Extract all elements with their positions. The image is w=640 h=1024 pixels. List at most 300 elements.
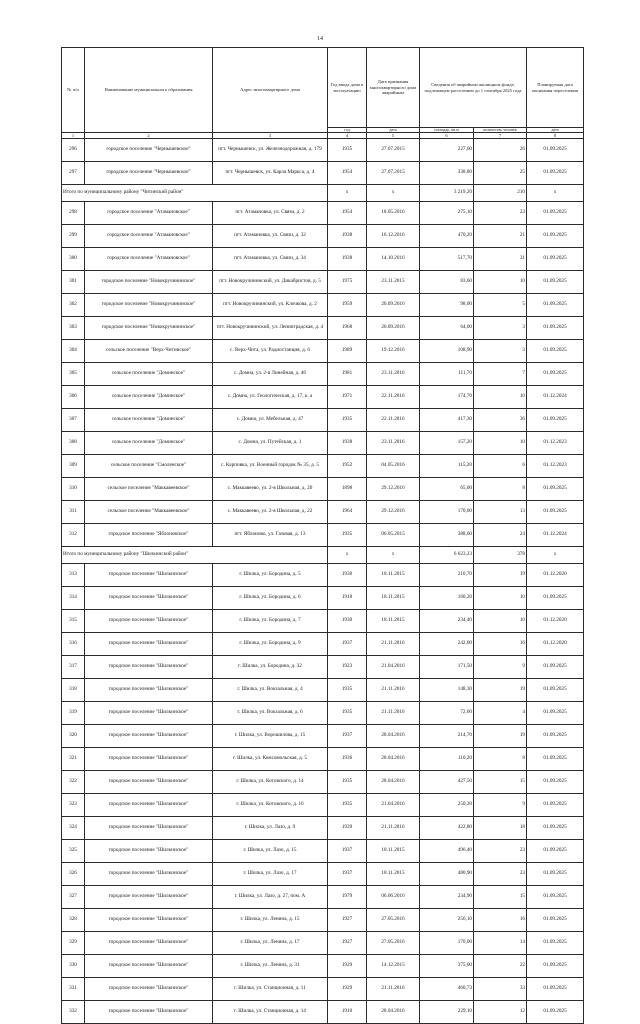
header-address: Адрес многоквартирного дома xyxy=(213,48,328,133)
year-cell: 1938 xyxy=(328,225,367,248)
year-cell: 1935 xyxy=(328,139,367,162)
address-cell: г. Шилка, ул. Ленина, д. 17 xyxy=(213,932,328,955)
row-number: 300 xyxy=(62,248,85,271)
people-cell: 33 xyxy=(474,978,527,1001)
table-row xyxy=(62,863,584,886)
recognition-date-cell: 21.11.2016 xyxy=(367,817,420,840)
subheader-area: площадь, кв.м xyxy=(420,128,474,133)
recognition-date-cell: 29.12.2016 xyxy=(367,501,420,524)
municipality-cell: городское поселение "Шилкинское" xyxy=(85,633,213,656)
people-cell: 23 xyxy=(474,840,527,863)
planned-date-cell: 01.12.2024 xyxy=(527,524,584,547)
address-cell: г. Шилка, ул. Котовского, д. 14 xyxy=(213,771,328,794)
column-number-6: 6 xyxy=(420,133,474,139)
municipality-cell: сельское поселение "Маккавеевское" xyxy=(85,478,213,501)
recognition-date-cell: 04.05.2016 xyxy=(367,455,420,478)
planned-date-cell: 01.09.2025 xyxy=(527,1001,584,1024)
table-row xyxy=(62,455,584,478)
year-cell: 1930 xyxy=(328,610,367,633)
people-cell: 10 xyxy=(474,386,527,409)
people-cell: 23 xyxy=(474,202,527,225)
planned-date-cell: 01.12.2020 xyxy=(527,610,584,633)
table-row xyxy=(62,524,584,547)
people-cell: 7 xyxy=(474,363,527,386)
table-row xyxy=(62,725,584,748)
recognition-date-cell: 28.04.2016 xyxy=(367,725,420,748)
municipality-cell: городское поселение "Чернышевское" xyxy=(85,162,213,185)
row-number: 319 xyxy=(62,702,85,725)
year-cell: 1936 xyxy=(328,748,367,771)
area-cell: 65,00 xyxy=(420,478,474,501)
planned-date-cell: 01.12.2023 xyxy=(527,432,584,455)
planned-date-cell: 01.09.2025 xyxy=(527,501,584,524)
municipality-cell: сельское поселение "Верх-Читинское" xyxy=(85,340,213,363)
planned-date-cell: 01.09.2025 xyxy=(527,863,584,886)
recognition-date-cell: 27.07.2015 xyxy=(367,139,420,162)
header-year: Год ввода дома в эксплуатацию xyxy=(328,48,367,128)
page-number: 14 xyxy=(317,36,323,42)
row-number: 326 xyxy=(62,863,85,886)
people-cell: 18 xyxy=(474,817,527,840)
year-cell: 1938 xyxy=(328,432,367,455)
planned-date-cell: 01.09.2025 xyxy=(527,139,584,162)
planned-date-cell: 01.09.2025 xyxy=(527,794,584,817)
area-cell: 148,30 xyxy=(420,679,474,702)
table-row xyxy=(62,564,584,587)
municipality-cell: городское поселение "Шилкинское" xyxy=(85,817,213,840)
row-number: 299 xyxy=(62,225,85,248)
table-row xyxy=(62,610,584,633)
housing-table xyxy=(61,47,584,1024)
people-cell: 5 xyxy=(474,294,527,317)
planned-date-cell: 01.09.2025 xyxy=(527,294,584,317)
recognition-date-cell: 14.10.2016 xyxy=(367,248,420,271)
planned-date-cell: 01.09.2025 xyxy=(527,656,584,679)
people-cell: 9 xyxy=(474,656,527,679)
row-number: 314 xyxy=(62,587,85,610)
year-cell: 1989 xyxy=(328,340,367,363)
area-cell: 214,70 xyxy=(420,725,474,748)
area-cell: 115,20 xyxy=(420,455,474,478)
table-row xyxy=(62,202,584,225)
table-row xyxy=(62,386,584,409)
recognition-date-cell: 18.11.2015 xyxy=(367,610,420,633)
year-cell: 1935 xyxy=(328,679,367,702)
planned-date-cell: 01.09.2025 xyxy=(527,978,584,1001)
table-row xyxy=(62,478,584,501)
municipality-cell: городское поселение "Шилкинское" xyxy=(85,702,213,725)
row-number: 311 xyxy=(62,501,85,524)
year-cell: 1964 xyxy=(328,501,367,524)
row-number: 320 xyxy=(62,725,85,748)
recognition-date-cell: 28.04.2016 xyxy=(367,771,420,794)
people-cell: 19 xyxy=(474,564,527,587)
table-row xyxy=(62,955,584,978)
area-cell: 422,80 xyxy=(420,817,474,840)
address-cell: с. Домна, ул. Мебельная, д. 47 xyxy=(213,409,328,432)
subheader-date: дата xyxy=(367,128,420,133)
total-people: 378 xyxy=(474,547,527,564)
address-cell: г. Шилка, ул. Ленина, д. 31 xyxy=(213,955,328,978)
area-cell: 375,00 xyxy=(420,955,474,978)
row-number: 305 xyxy=(62,363,85,386)
area-cell: 160,20 xyxy=(420,587,474,610)
people-cell: 25 xyxy=(474,162,527,185)
row-number: 322 xyxy=(62,771,85,794)
table-row xyxy=(62,840,584,863)
total-date: x xyxy=(367,185,420,202)
municipality-cell: городское поселение "Новокручининское" xyxy=(85,271,213,294)
planned-date-cell: 01.12.2023 xyxy=(527,455,584,478)
year-cell: 1937 xyxy=(328,840,367,863)
year-cell: 1927 xyxy=(328,909,367,932)
municipality-cell: городское поселение "Шилкинское" xyxy=(85,564,213,587)
recognition-date-cell: 14.12.2015 xyxy=(367,955,420,978)
municipality-cell: городское поселение "Атамановское" xyxy=(85,202,213,225)
recognition-date-cell: 21.11.2016 xyxy=(367,978,420,1001)
year-cell: 1979 xyxy=(328,886,367,909)
row-number: 310 xyxy=(62,478,85,501)
address-cell: с. Карповка, ул. Военный городок № 35, д. 5 xyxy=(213,455,328,478)
municipality-cell: городское поселение "Шилкинское" xyxy=(85,863,213,886)
table-row xyxy=(62,409,584,432)
area-cell: 98,00 xyxy=(420,294,474,317)
people-cell: 8 xyxy=(474,478,527,501)
area-cell: 417,30 xyxy=(420,409,474,432)
address-cell: г. Шилка, ул. Бородина, д. 6 xyxy=(213,587,328,610)
municipality-cell: городское поселение "Шилкинское" xyxy=(85,656,213,679)
address-cell: г. Шилка, ул. Вокзальная, д. 6 xyxy=(213,702,328,725)
total-label: Итого по муниципальному району "Шилкинский район" xyxy=(62,547,328,564)
table-row xyxy=(62,340,584,363)
year-cell: 1923 xyxy=(328,656,367,679)
planned-date-cell: 01.12.2024 xyxy=(527,386,584,409)
municipality-cell: сельское поселение "Доминское" xyxy=(85,409,213,432)
year-cell: 1954 xyxy=(328,162,367,185)
recognition-date-cell: 27.05.2016 xyxy=(367,909,420,932)
year-cell: 1935 xyxy=(328,771,367,794)
row-number: 297 xyxy=(62,162,85,185)
planned-date-cell: 01.12.2020 xyxy=(527,564,584,587)
people-cell: 31 xyxy=(474,248,527,271)
row-number: 317 xyxy=(62,656,85,679)
total-label: Итого по муниципальному району "Читинский район" xyxy=(62,185,328,202)
row-number: 327 xyxy=(62,886,85,909)
municipality-cell: городское поселение "Шилкинское" xyxy=(85,840,213,863)
people-cell: 23 xyxy=(474,863,527,886)
address-cell: пгт. Новокручининский, ул. Дикабристов, д. 5 xyxy=(213,271,328,294)
year-cell: 1981 xyxy=(328,363,367,386)
area-cell: 275,10 xyxy=(420,202,474,225)
address-cell: г. Шилка, ул. Ворошилова, д. 15 xyxy=(213,725,328,748)
address-cell: пгт. Чернышевск, ул. Железнодорожная, д. 179 xyxy=(213,139,328,162)
municipality-cell: городское поселение "Чернышевское" xyxy=(85,139,213,162)
recognition-date-cell: 06.06.2016 xyxy=(367,886,420,909)
year-cell: 1954 xyxy=(328,202,367,225)
recognition-date-cell: 27.07.2015 xyxy=(367,162,420,185)
area-cell: 234,40 xyxy=(420,610,474,633)
address-cell: с. Маккавеево, ул. 2-я Школьная, д. 20 xyxy=(213,478,328,501)
address-cell: г. Шилка, ул. Ленина, д. 15 xyxy=(213,909,328,932)
people-cell: 6 xyxy=(474,455,527,478)
year-cell: 1935 xyxy=(328,409,367,432)
municipality-cell: городское поселение "Яблоновское" xyxy=(85,524,213,547)
area-cell: 517,70 xyxy=(420,248,474,271)
subheader-year: год xyxy=(328,128,367,133)
table-row xyxy=(62,748,584,771)
people-cell: 3 xyxy=(474,340,527,363)
row-number: 304 xyxy=(62,340,85,363)
year-cell: 1975 xyxy=(328,271,367,294)
people-cell: 22 xyxy=(474,955,527,978)
municipality-cell: городское поселение "Шилкинское" xyxy=(85,748,213,771)
area-cell: 170,00 xyxy=(420,501,474,524)
address-cell: пгт. Чернышевск, ул. Карла Маркса, д. 4 xyxy=(213,162,328,185)
row-number: 318 xyxy=(62,679,85,702)
people-cell: 10 xyxy=(474,587,527,610)
year-cell: 1952 xyxy=(328,455,367,478)
area-cell: 250,20 xyxy=(420,794,474,817)
recognition-date-cell: 22.11.2016 xyxy=(367,409,420,432)
recognition-date-cell: 29.12.2016 xyxy=(367,478,420,501)
area-cell: 427,50 xyxy=(420,771,474,794)
municipality-cell: сельское поселение "Маккавеевское" xyxy=(85,501,213,524)
address-cell: с. Домна, ул. Геологическая, д. 17, к. а xyxy=(213,386,328,409)
area-cell: 460,73 xyxy=(420,978,474,1001)
people-cell: 14 xyxy=(474,932,527,955)
year-cell: 1959 xyxy=(328,294,367,317)
recognition-date-cell: 18.11.2015 xyxy=(367,840,420,863)
area-cell: 111,70 xyxy=(420,363,474,386)
table-row xyxy=(62,978,584,1001)
people-cell: 8 xyxy=(474,748,527,771)
table-row xyxy=(62,656,584,679)
header-number: № п/п xyxy=(62,48,85,133)
row-number: 315 xyxy=(62,610,85,633)
year-cell: 1929 xyxy=(328,978,367,1001)
row-number: 325 xyxy=(62,840,85,863)
table-row xyxy=(62,501,584,524)
planned-date-cell: 01.09.2025 xyxy=(527,587,584,610)
planned-date-cell: 01.09.2025 xyxy=(527,409,584,432)
recognition-date-cell: 27.05.2016 xyxy=(367,932,420,955)
column-number-3: 3 xyxy=(213,133,328,139)
address-cell: г. Шилка, ул. Лазо, д. 17 xyxy=(213,863,328,886)
area-cell: 157,20 xyxy=(420,432,474,455)
planned-date-cell: 01.09.2025 xyxy=(527,248,584,271)
recognition-date-cell: 21.11.2016 xyxy=(367,702,420,725)
table-row xyxy=(62,294,584,317)
planned-date-cell: 01.09.2025 xyxy=(527,702,584,725)
planned-date-cell: 01.09.2025 xyxy=(527,363,584,386)
municipality-cell: городское поселение "Атамановское" xyxy=(85,225,213,248)
row-number: 302 xyxy=(62,294,85,317)
area-cell: 110,20 xyxy=(420,748,474,771)
planned-date-cell: 01.09.2025 xyxy=(527,271,584,294)
address-cell: г. Шилка, ул. Котовского, д. 16 xyxy=(213,794,328,817)
planned-date-cell: 01.09.2025 xyxy=(527,478,584,501)
planned-date-cell: 01.09.2025 xyxy=(527,340,584,363)
header-emergency-stock: Сведения об аварийном жилищном фонде, подлежащем расселению до 1 сентября 2025 года xyxy=(420,48,527,128)
planned-date-cell: 01.09.2025 xyxy=(527,840,584,863)
people-cell: 4 xyxy=(474,702,527,725)
address-cell: с. Верх-Чита, ул. Радиостанция, д. 6 xyxy=(213,340,328,363)
year-cell: 1930 xyxy=(328,564,367,587)
address-cell: г. Шилка, ул. Лазо, д. 15 xyxy=(213,840,328,863)
area-cell: 496,40 xyxy=(420,840,474,863)
planned-date-cell: 01.09.2025 xyxy=(527,748,584,771)
year-cell: 1968 xyxy=(328,317,367,340)
total-area: 3 219,20 xyxy=(420,185,474,202)
row-number: 328 xyxy=(62,909,85,932)
header-planned-date: Планируемая дата окончания переселения xyxy=(527,48,584,128)
table-row xyxy=(62,1001,584,1024)
municipality-cell: городское поселение "Шилкинское" xyxy=(85,587,213,610)
address-cell: г. Шилка, ул. Бородина, д. 9 xyxy=(213,633,328,656)
address-cell: г. Шилка, ул. Бородина, д. 5 xyxy=(213,564,328,587)
municipality-cell: городское поселение "Новокручининское" xyxy=(85,317,213,340)
recognition-date-cell: 18.11.2015 xyxy=(367,564,420,587)
row-number: 308 xyxy=(62,432,85,455)
address-cell: пгт. Атамановка, ул. Связи, д. 34 xyxy=(213,248,328,271)
planned-date-cell: 01.12.2020 xyxy=(527,633,584,656)
table-row xyxy=(62,162,584,185)
municipality-cell: городское поселение "Шилкинское" xyxy=(85,794,213,817)
municipality-cell: городское поселение "Шилкинское" xyxy=(85,909,213,932)
table-row xyxy=(62,817,584,840)
row-number: 329 xyxy=(62,932,85,955)
year-cell: 1935 xyxy=(328,794,367,817)
planned-date-cell: 01.09.2025 xyxy=(527,932,584,955)
year-cell: 1918 xyxy=(328,587,367,610)
year-cell: 1898 xyxy=(328,478,367,501)
area-cell: 108,90 xyxy=(420,340,474,363)
header-recognition-date: Дата признания многоквартирного дома аварийным xyxy=(367,48,420,128)
year-cell: 1927 xyxy=(328,932,367,955)
row-number: 312 xyxy=(62,524,85,547)
row-number: 307 xyxy=(62,409,85,432)
recognition-date-cell: 18.05.2016 xyxy=(367,202,420,225)
year-cell: 1910 xyxy=(328,1001,367,1024)
recognition-date-cell: 23.11.2016 xyxy=(367,363,420,386)
address-cell: с. Домна, ул. 2-я Линейная, д. 46 xyxy=(213,363,328,386)
subheader-date2: дата xyxy=(527,128,584,133)
row-number: 321 xyxy=(62,748,85,771)
table-row xyxy=(62,432,584,455)
recognition-date-cell: 28.04.2016 xyxy=(367,748,420,771)
table-row xyxy=(62,248,584,271)
recognition-date-cell: 18.11.2015 xyxy=(367,587,420,610)
recognition-date-cell: 23.11.2015 xyxy=(367,271,420,294)
recognition-date-cell: 19.12.2016 xyxy=(367,340,420,363)
municipality-cell: городское поселение "Шилкинское" xyxy=(85,771,213,794)
people-cell: 10 xyxy=(474,432,527,455)
total-end-date: x xyxy=(527,547,584,564)
recognition-date-cell: 16.12.2016 xyxy=(367,225,420,248)
municipality-cell: городское поселение "Шилкинское" xyxy=(85,886,213,909)
address-cell: пгт. Атамановка, ул. Связи, д. 2 xyxy=(213,202,328,225)
recognition-date-cell: 20.09.2016 xyxy=(367,317,420,340)
table-row xyxy=(62,794,584,817)
area-cell: 170,00 xyxy=(420,932,474,955)
area-cell: 242,00 xyxy=(420,633,474,656)
municipality-cell: сельское поселение "Доминское" xyxy=(85,386,213,409)
total-end-date: x xyxy=(527,185,584,202)
area-cell: 64,00 xyxy=(420,317,474,340)
row-number: 316 xyxy=(62,633,85,656)
people-cell: 15 xyxy=(474,771,527,794)
address-cell: г. Шилка, ул. Станционная, д. 14 xyxy=(213,1001,328,1024)
people-cell: 16 xyxy=(474,909,527,932)
table-row xyxy=(62,587,584,610)
address-cell: г. Шилка, ул. Лазо, д. 9 xyxy=(213,817,328,840)
area-cell: 171,50 xyxy=(420,656,474,679)
address-cell: пгт. Новокручининский, ул. Ленинградская, д. 4 xyxy=(213,317,328,340)
table-row xyxy=(62,909,584,932)
planned-date-cell: 01.09.2025 xyxy=(527,202,584,225)
municipality-cell: городское поселение "Шилкинское" xyxy=(85,932,213,955)
area-cell: 72,60 xyxy=(420,702,474,725)
row-number: 324 xyxy=(62,817,85,840)
table-row xyxy=(62,363,584,386)
people-cell: 26 xyxy=(474,139,527,162)
address-cell: пгт. Атамановка, ул. Связи, д. 32 xyxy=(213,225,328,248)
people-cell: 9 xyxy=(474,794,527,817)
address-cell: г. Шилка, ул. Бородина, д. 7 xyxy=(213,610,328,633)
year-cell: 1939 xyxy=(328,817,367,840)
total-row xyxy=(62,547,584,564)
planned-date-cell: 01.09.2025 xyxy=(527,771,584,794)
area-cell: 210,70 xyxy=(420,564,474,587)
people-cell: 13 xyxy=(474,501,527,524)
people-cell: 15 xyxy=(474,886,527,909)
year-cell: 1937 xyxy=(328,725,367,748)
row-number: 331 xyxy=(62,978,85,1001)
recognition-date-cell: 20.09.2016 xyxy=(367,294,420,317)
header-municipality: Наименование муниципального образования xyxy=(85,48,213,133)
planned-date-cell: 01.09.2025 xyxy=(527,725,584,748)
people-cell: 12 xyxy=(474,1001,527,1024)
municipality-cell: городское поселение "Шилкинское" xyxy=(85,610,213,633)
municipality-cell: городское поселение "Шилкинское" xyxy=(85,1001,213,1024)
planned-date-cell: 01.09.2025 xyxy=(527,317,584,340)
row-number: 323 xyxy=(62,794,85,817)
planned-date-cell: 01.09.2025 xyxy=(527,162,584,185)
planned-date-cell: 01.09.2025 xyxy=(527,679,584,702)
total-area: 6 623,23 xyxy=(420,547,474,564)
subheader-people: количество человек xyxy=(474,128,527,133)
recognition-date-cell: 28.04.2016 xyxy=(367,1001,420,1024)
municipality-cell: городское поселение "Атамановское" xyxy=(85,248,213,271)
table-row xyxy=(62,702,584,725)
area-cell: 256,10 xyxy=(420,909,474,932)
year-cell: 1935 xyxy=(328,524,367,547)
recognition-date-cell: 22.11.2016 xyxy=(367,386,420,409)
year-cell: 1938 xyxy=(328,248,367,271)
people-cell: 19 xyxy=(474,725,527,748)
year-cell: 1937 xyxy=(328,633,367,656)
area-cell: 229,10 xyxy=(420,1001,474,1024)
recognition-date-cell: 06.05.2015 xyxy=(367,524,420,547)
people-cell: 36 xyxy=(474,409,527,432)
total-row xyxy=(62,185,584,202)
table-header xyxy=(62,48,584,139)
total-date: x xyxy=(367,547,420,564)
municipality-cell: сельское поселение "Доминское" xyxy=(85,363,213,386)
table-row xyxy=(62,633,584,656)
column-number-1: 1 xyxy=(62,133,85,139)
people-cell: 10 xyxy=(474,271,527,294)
